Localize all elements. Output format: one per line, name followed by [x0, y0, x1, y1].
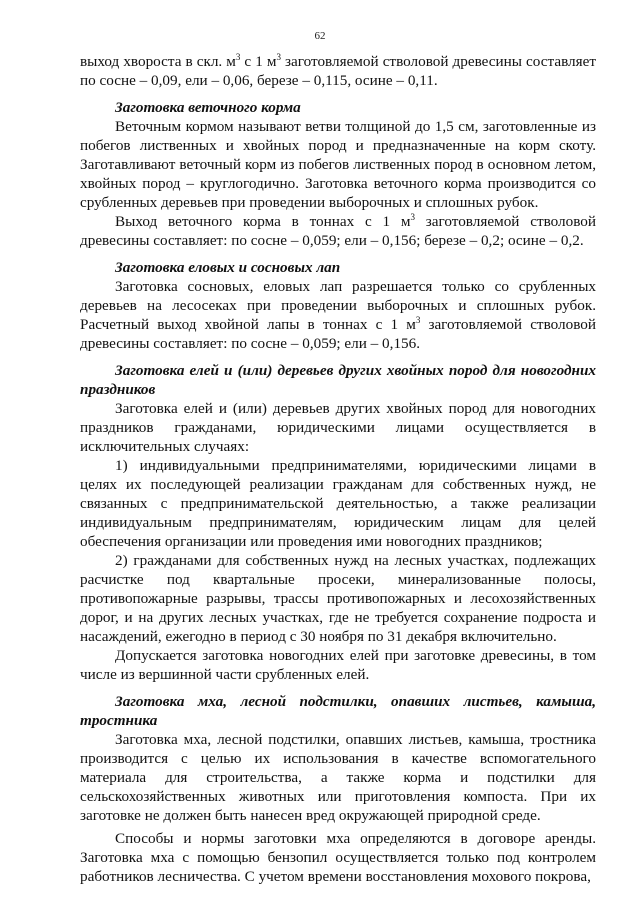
section-heading-new-year-trees: Заготовка елей и (или) деревьев других хвойных пород для новогодних праздников: [80, 362, 596, 398]
paragraph-branch-feed-yield: Выход веточного корма в тоннах с 1 $м^3$ заготовляемой стволовой древесины составляет: по сосне – 0,059; ели – 0,156; березе – 0,2; осине – 0,2.: [80, 212, 596, 249]
paragraph-new-year-trees-allowed: Допускается заготовка новогодних елей при заготовке древесины, в том числе из вершинной части срубленных елей.: [80, 647, 596, 683]
page-content: [80, 52, 596, 886]
paragraph-new-year-trees-item-1: 1) индивидуальными предпринимателями, юридическими лицами в целях их последующей реализации гражданам для собственных нужд, не связанных с предпринимательской деятельностью, а также реализации индивидуальным предпринимателям, юридическим лицам для целей обеспечения организации или проведения ими новогодних праздников;: [80, 457, 596, 550]
section-heading-branch-feed: Заготовка веточного корма: [115, 99, 301, 116]
section-heading-moss-litter: Заготовка мха, лесной подстилки, опавших листьев, камыша, тростника: [80, 693, 596, 729]
section-heading-spruce-pine-branches: Заготовка еловых и сосновых лап: [115, 259, 341, 276]
page-number: 62: [314, 30, 326, 42]
paragraph-moss-methods: Способы и нормы заготовки мха определяются в договоре аренды. Заготовка мха с помощью бензопил осуществляется только под контролем работников лесничества. С учетом времени восстановления мохового покрова,: [80, 830, 596, 885]
paragraph-brushwood-yield: выход хвороста в скл. $м^3$ с 1 $м^3$ заготовляемой стволовой древесины составляет по сосне – 0,09, ели – 0,06, березе – 0,115, осине – 0,11.: [80, 52, 596, 89]
paragraph-branch-feed: Веточным кормом называют ветви толщиной до 1,5 см, заготовленные из побегов лиственных и хвойных пород и предназначенные на корм скоту. Заготавливают веточный корм из побегов лиственных пород в основном летом, хвойных пород – круглогодично. Заготовка веточного корма производится со срубленных деревьев при проведении выборочных и сплошных рубок.: [80, 118, 596, 211]
paragraph-new-year-trees-intro: Заготовка елей и (или) деревьев других хвойных пород для новогодних праздников гражданами, юридическими лицами осуществляется в исключительных случаях:: [80, 400, 596, 455]
paragraph-spruce-pine-branches: Заготовка сосновых, еловых лап разрешается только со срубленных деревьев на лесосеках при проведении выборочных и сплошных рубок. Расчетный выход хвойной лапы в тоннах с 1 $м^3$ заготовляемой стволовой древесины составляет: по сосне – 0,059; ели – 0,156.: [80, 278, 596, 352]
paragraph-new-year-trees-item-2: 2) гражданами для собственных нужд на лесных участках, подлежащих расчистке под квартальные просеки, минерализованные полосы, противопожарные разрывы, трассы противопожарных и лесохозяйственных дорог, и на других лесных участках, где не требуется сохранение подроста и насаждений, ежегодно в период с 30 ноября по 31 декабря включительно.: [80, 552, 596, 645]
paragraph-moss-litter: Заготовка мха, лесной подстилки, опавших листьев, камыша, тростника производится с целью их использования в качестве вспомогательного материала для строительства, а также корма и подстилки для сельскохозяйственных животных или приготовления компоста. При их заготовке не должен быть нанесен вред окружающей природной среде.: [80, 731, 596, 824]
